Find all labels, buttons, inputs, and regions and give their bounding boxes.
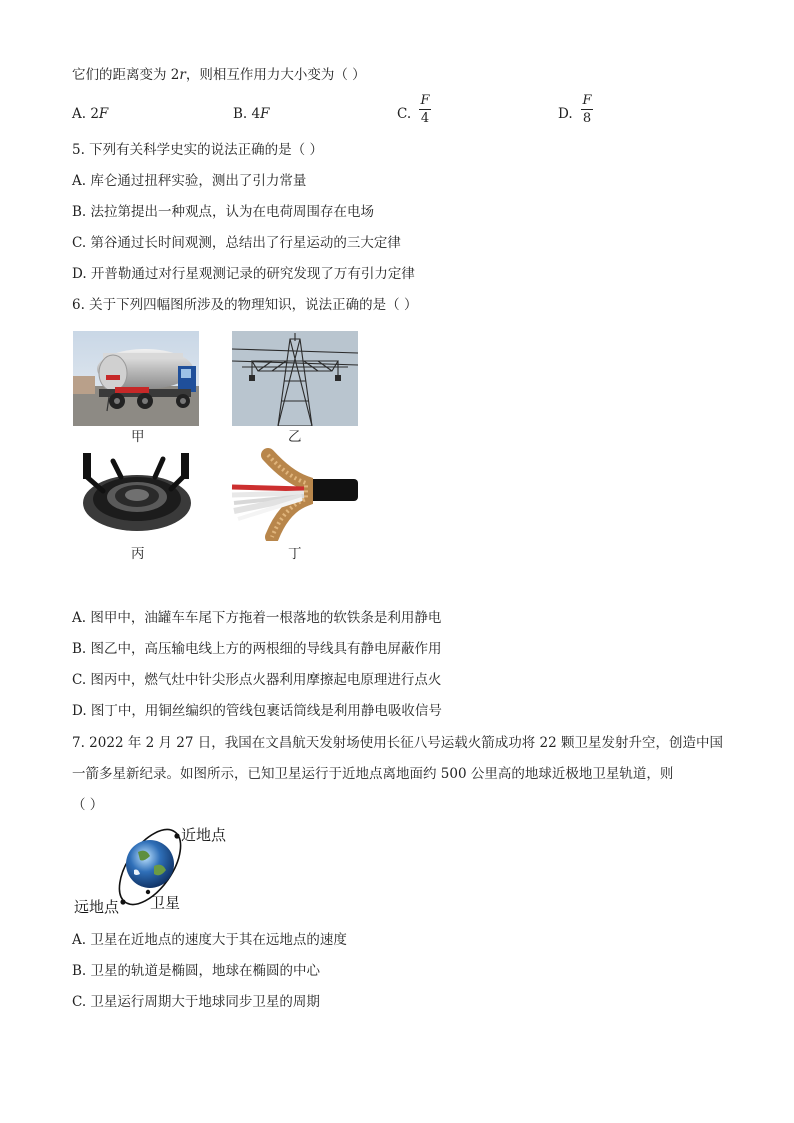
- q4-option-c-fraction: F 4: [420, 93, 430, 126]
- q4-stem: 它们的距离变为 2r，则相互作用力大小变为（ ）: [72, 67, 366, 83]
- caption-jia: 甲: [131, 429, 145, 445]
- q6-stem: 6. 关于下列四幅图所涉及的物理知识，说法正确的是（ ）: [72, 297, 418, 313]
- q6-option-a[interactable]: A. 图甲中，油罐车车尾下方拖着一根落地的软铁条是利用静电: [72, 610, 442, 626]
- q5-option-b[interactable]: B. 法拉第提出一种观点，认为在电荷周围存在电场: [72, 204, 375, 220]
- q7-option-a[interactable]: A. 卫星在近地点的速度大于其在远地点的速度: [72, 932, 347, 948]
- caption-ding: 丁: [288, 546, 302, 562]
- q7-option-c[interactable]: C. 卫星运行周期大于地球同步卫星的周期: [72, 994, 320, 1010]
- q7-stem-line2: 一箭多星新纪录。如图所示，已知卫星运行于近地点离地面约 500 公里高的地球近极地卫星轨道，则: [72, 766, 674, 782]
- q4-option-c[interactable]: C.: [397, 106, 412, 122]
- q5-stem: 5. 下列有关科学史实的说法正确的是（ ）: [72, 142, 323, 158]
- caption-bing: 丙: [131, 546, 145, 562]
- q7-stem-line3: （ ）: [72, 797, 104, 813]
- tanker-truck-image: [73, 331, 199, 426]
- q5-option-a[interactable]: A. 库仑通过扭秤实验，测出了引力常量: [72, 173, 307, 189]
- q4-option-a[interactable]: A. 2F: [72, 106, 109, 122]
- q6-option-d[interactable]: D. 图丁中，用铜丝编织的管线包裹话筒线是利用静电吸收信号: [72, 703, 442, 719]
- q7-option-b[interactable]: B. 卫星的轨道是椭圆，地球在椭圆的中心: [72, 963, 321, 979]
- q5-option-c[interactable]: C. 第谷通过长时间观测，总结出了行星运动的三大定律: [72, 235, 401, 251]
- q5-option-d[interactable]: D. 开普勒通过对行星观测记录的研究发现了万有引力定律: [72, 266, 415, 282]
- q4-option-b[interactable]: B. 4F: [233, 106, 270, 122]
- q7-stem-line1: 7. 2022 年 2 月 27 日，我国在文昌航天发射场使用长征八号运载火箭成功将 22 颗卫星发射升空，创造中国: [72, 735, 724, 751]
- q6-option-b[interactable]: B. 图乙中，高压输电线上方的两根细的导线具有静电屏蔽作用: [72, 641, 442, 657]
- power-tower-image: [232, 331, 358, 426]
- label-perigee: 近地点: [181, 826, 227, 844]
- q6-option-c[interactable]: C. 图丙中，燃气灶中针尖形点火器利用摩擦起电原理进行点火: [72, 672, 442, 688]
- label-apogee: 远地点: [74, 898, 120, 916]
- q4-option-d-fraction: F 8: [582, 93, 592, 126]
- label-satellite: 卫星: [150, 894, 181, 912]
- shielded-cable-image: [228, 447, 358, 541]
- q4-option-d[interactable]: D.: [558, 106, 573, 122]
- gas-stove-image: [73, 447, 199, 541]
- caption-yi: 乙: [288, 429, 302, 445]
